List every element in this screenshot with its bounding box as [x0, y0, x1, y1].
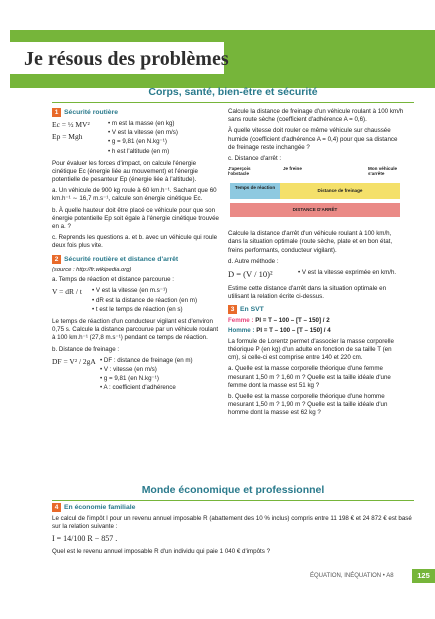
footer-text: ÉQUATION, INÉQUATION • A8	[310, 573, 394, 579]
legend-item: • h est l'altitude (en m)	[108, 148, 220, 156]
page-number: 125	[412, 569, 435, 583]
exercise-title: Sécurité routière et distance d'arrêt	[64, 255, 179, 263]
legend-item: • t est le temps de réaction (en s)	[92, 306, 220, 314]
paragraph: Le temps de réaction d'un conducteur vigilant est d'environ 0,75 s. Calcule la distance parcourue par un véhicule roulant à 100 km.h⁻¹ (27,8 m.s⁻¹) pendant ce temps de réaction.	[52, 317, 219, 342]
legend-item: • V est la vitesse (en m/s)	[108, 129, 220, 137]
formula: Ep = Mgh	[52, 131, 83, 141]
exercise-number: 2	[52, 255, 61, 264]
exercise-title: Sécurité routière	[64, 109, 119, 116]
exercise-4-heading	[52, 503, 414, 513]
formula: D = (V / 10)²	[228, 268, 273, 279]
legend-item: • A : coefficient d'adhérence	[100, 384, 220, 392]
question: Quel est le revenu annuel imposable R d'un individu qui paie 1 040 € d'impôts ?	[52, 547, 271, 555]
question-b: b. Quelle est la masse corporelle théorique d'une homme mesurant 1,50 m ? 1,90 m ? Quelle est la taille idéale d'un homme dont la masse est 62 kg ?	[228, 392, 388, 417]
exercise-3-heading	[228, 305, 404, 315]
paragraph: Le calcul de l'impôt I pour un revenu annuel imposable R (abattement des 10 % inclus) compris entre 11 198 € et 24 872 € est basé sur la relation suivante :	[52, 514, 412, 531]
exercise-4	[52, 503, 414, 559]
formula-block	[52, 287, 220, 315]
legend-item: • DF : distance de freinage (en m)	[100, 357, 220, 365]
legend-item: • g = 9,81 (en N.kg⁻¹)	[100, 375, 220, 383]
formula-block	[228, 269, 404, 282]
source-note: (source : http://fr.wikipedia.org)	[52, 266, 132, 273]
exercise-title: En SVT	[240, 306, 264, 314]
formula-label: Homme :	[228, 326, 255, 334]
legend-item: • g = 9,81 (en N.kg⁻¹)	[108, 138, 220, 146]
stopping-bar: DISTANCE D'ARRÊT	[230, 203, 400, 217]
question-a: a. Temps de réaction et distance parcourue :	[52, 276, 174, 284]
diagram-label: Mon véhicule s'arrête	[368, 166, 398, 177]
question-c: c. Reprends les questions a. et b. avec un véhicule qui roule deux fois plus vite.	[52, 234, 218, 250]
formula-block	[52, 120, 220, 157]
paragraph: Estime cette distance d'arrêt dans la situation optimale en utilisant la relation écrite ci-dessus.	[228, 285, 387, 301]
legend-item: • V est la vitesse (en m.s⁻¹)	[92, 287, 220, 295]
title-box	[10, 42, 229, 74]
exercise-1-heading	[52, 108, 220, 118]
question-c: c. Distance d'arrêt :	[228, 154, 282, 162]
right-column	[228, 108, 404, 421]
exercise-title: En économie familiale	[64, 504, 136, 511]
formula: I = 14/100 R − 857 .	[52, 534, 118, 544]
legend-item: • V est la vitesse exprimée en km/h.	[298, 269, 404, 277]
formula-label: Femme :	[228, 317, 254, 325]
formula: PI = T – 100 – [T – 150] / 4	[256, 326, 331, 334]
braking-bar: Distance de freinage	[280, 183, 400, 199]
question-a: a. Un véhicule de 900 kg roule à 60 km.h⁻¹. Sachant que 60 km.h⁻¹ ∼ 16,7 m.s⁻¹, calcule son énergie cinétique Ec.	[52, 187, 217, 203]
reaction-bar: Temps de réaction	[230, 183, 280, 199]
diagram-label: J'aperçois l'obstacle	[228, 166, 251, 177]
paragraph: La formule de Lorentz permet d'associer la masse corporelle théorique P (en kg) d'un adulte en fonction de sa taille T (en cm), si celle-ci est comprise entre 140 et 220 cm.	[228, 337, 394, 362]
paragraph: Calcule la distance d'arrêt d'un véhicule roulant à 100 km/h, dans la situation optimale (route sèche, plate et en bon état, freins performants, conducteur vigilant).	[228, 230, 393, 254]
formula: V = dR / t	[52, 287, 82, 297]
question-d: d. Autre méthode :	[228, 257, 279, 265]
title-banner	[10, 30, 435, 88]
paragraph: À quelle vitesse doit rouler ce même véhicule sur chaussée humide (coefficient d'adhérence A = 0,4) pour que sa distance de freinage reste inchangée ?	[228, 127, 398, 151]
legend-item: • dR est la distance de réaction (en m)	[92, 297, 220, 305]
formula: DF = V² / 2gA	[52, 356, 96, 366]
exercise-number: 1	[52, 108, 61, 117]
exercise-number: 3	[228, 305, 237, 314]
question-b: b. À quelle hauteur doit être placé ce véhicule pour que son énergie potentielle Ep soit égale à l'énergie cinétique trouvée en a. ?	[52, 206, 219, 231]
paragraph: Pour évaluer les forces d'impact, on calcule l'énergie cinétique Ec (énergie liée au mouvement) et l'énergie potentielle de pesanteur Ep (énergie liée à l'altitude).	[52, 159, 198, 184]
formula: PI = T – 100 – [T – 150] / 2	[255, 317, 330, 325]
page-title: Je résous des problèmes	[24, 48, 229, 70]
question-b: b. Distance de freinage :	[52, 345, 120, 353]
legend-item: • V : vitesse (en m/s)	[100, 366, 220, 374]
exercise-2-heading	[52, 255, 220, 265]
formula-line	[228, 317, 404, 325]
stopping-distance-diagram	[228, 166, 404, 226]
formula: Ec = ½ MV²	[52, 119, 90, 129]
question-a: a. Quelle est la masse corporelle théorique d'une femme mesurant 1,50 m ? 1,60 m ? Quelle est la taille idéale d'une femme dont la masse est 51 kg ?	[228, 365, 391, 389]
section-heading: Corps, santé, bien-être et sécurité	[52, 86, 414, 103]
section-heading: Monde économique et professionnel	[52, 484, 414, 501]
legend-item: • m est la masse (en kg)	[108, 120, 220, 128]
paragraph: Calcule la distance de freinage d'un véhicule roulant à 100 km/h sans route sèche (coefficient d'adhérence A = 0,6).	[228, 108, 404, 124]
exercise-number: 4	[52, 503, 61, 512]
formula-line	[228, 327, 404, 335]
diagram-label: Je freine	[283, 166, 302, 172]
left-column	[52, 108, 220, 396]
formula-block	[52, 357, 220, 394]
